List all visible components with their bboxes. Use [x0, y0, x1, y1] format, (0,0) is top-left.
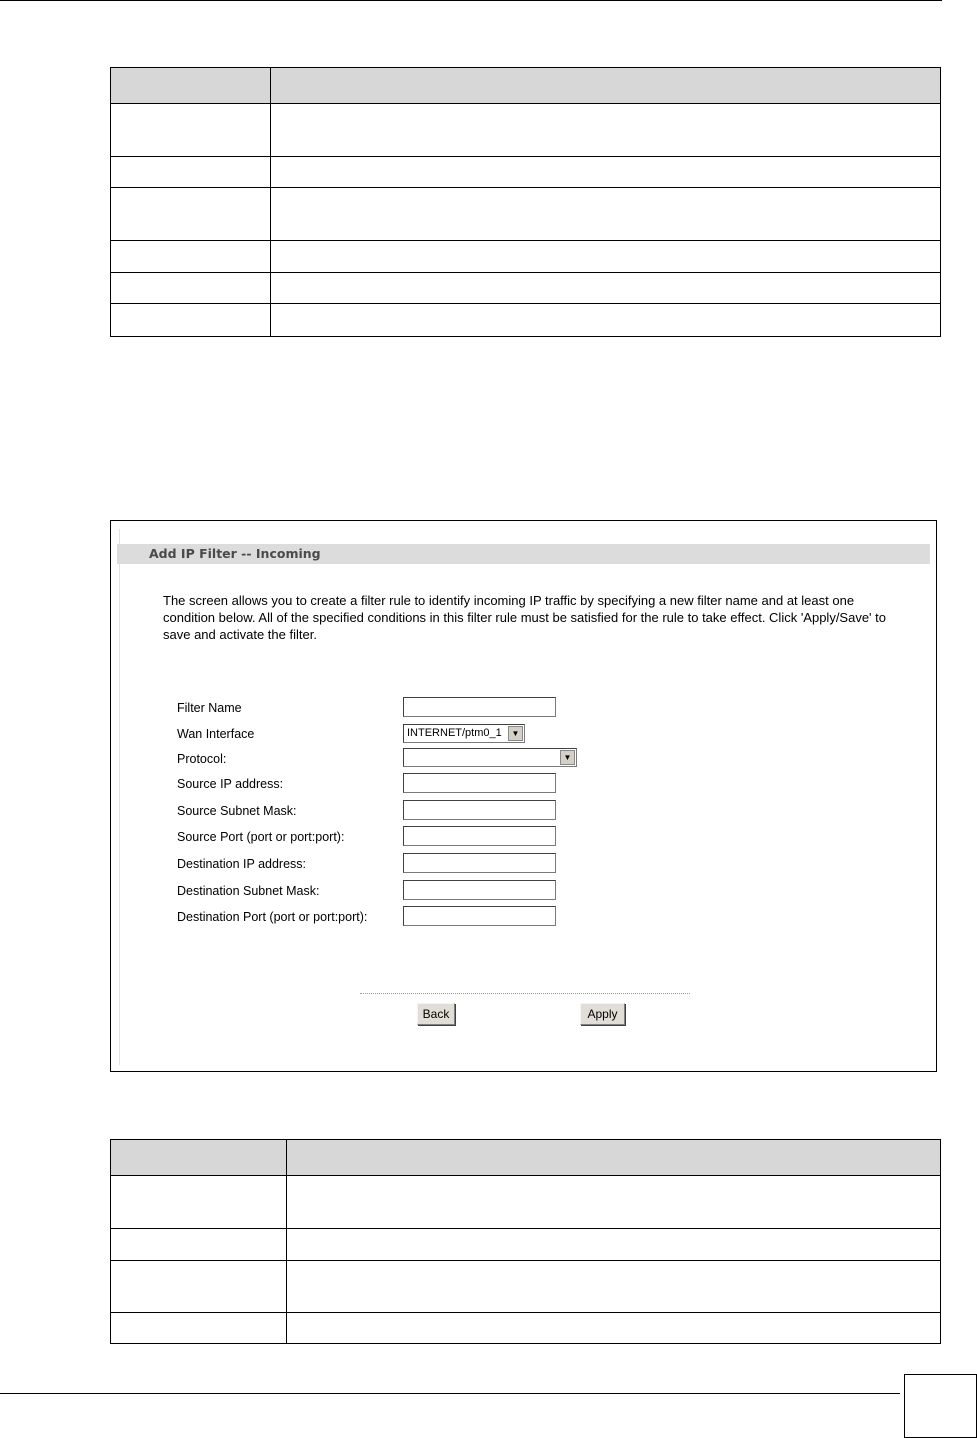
table-cell	[271, 304, 941, 337]
table-cell	[111, 1176, 287, 1229]
intro-text: The screen allows you to create a filter rule to identify incoming IP traffic by specifying a new filter name and at least one condition below. All of the specified conditions in this filter rule must be satisfied for the rule to take effect. Click 'Apply/Save' to save and activate the filter.	[163, 593, 886, 642]
description-table-bottom	[110, 1139, 941, 1344]
back-button[interactable]: Back	[417, 1003, 455, 1025]
source-port-input[interactable]	[403, 826, 556, 846]
destination-port-input[interactable]	[403, 906, 556, 926]
table-cell	[271, 188, 941, 241]
table-cell	[111, 104, 271, 157]
table-header-cell	[111, 68, 271, 104]
table-cell	[111, 1313, 287, 1344]
filter-name-input[interactable]	[403, 697, 556, 717]
destination-subnet-input[interactable]	[403, 880, 556, 900]
page-title: Add IP Filter -- Incoming	[117, 544, 930, 564]
chevron-down-icon[interactable]: ▼	[560, 750, 575, 765]
table-header-cell	[271, 68, 941, 104]
table-cell	[111, 273, 271, 304]
table-row	[111, 104, 941, 157]
table-row	[111, 273, 941, 304]
source-subnet-label: Source Subnet Mask:	[177, 804, 297, 818]
table-cell	[271, 157, 941, 188]
table-row	[111, 1229, 941, 1261]
filter-name-label: Filter Name	[177, 701, 242, 715]
table-cell	[287, 1176, 941, 1229]
table-row	[111, 1176, 941, 1229]
table-cell	[271, 273, 941, 304]
table-row	[111, 188, 941, 241]
wan-interface-select[interactable]	[403, 724, 525, 743]
table-cell	[271, 241, 941, 273]
page-number	[904, 1374, 977, 1438]
source-ip-input[interactable]	[403, 773, 556, 793]
table-header-cell	[287, 1140, 941, 1176]
table-cell	[111, 1261, 287, 1313]
source-subnet-input[interactable]	[403, 800, 556, 820]
table-cell	[287, 1261, 941, 1313]
table-row	[111, 241, 941, 273]
divider	[360, 993, 690, 994]
table-row	[111, 157, 941, 188]
table-row	[111, 304, 941, 337]
table-cell	[287, 1313, 941, 1344]
description-table-top	[110, 67, 941, 337]
table-cell	[111, 241, 271, 273]
table-cell	[111, 1229, 287, 1261]
destination-port-label: Destination Port (port or port:port):	[177, 910, 368, 924]
protocol-label: Protocol:	[177, 752, 227, 766]
protocol-select[interactable]	[403, 748, 577, 767]
table-header-row	[111, 1140, 941, 1176]
destination-ip-input[interactable]	[403, 853, 556, 873]
table-cell	[111, 304, 271, 337]
table-header-cell	[111, 1140, 287, 1176]
table-cell	[287, 1229, 941, 1261]
chevron-down-icon[interactable]: ▼	[508, 726, 523, 741]
table-header-row	[111, 68, 941, 104]
screenshot-figure	[110, 520, 937, 1072]
wan-interface-value: INTERNET/ptm0_1	[407, 727, 502, 739]
destination-ip-label: Destination IP address:	[177, 857, 307, 871]
table-row	[111, 1261, 941, 1313]
table-cell	[271, 104, 941, 157]
table-cell	[111, 188, 271, 241]
footer-rule	[0, 1393, 900, 1394]
source-port-label: Source Port (port or port:port):	[177, 830, 345, 844]
table-row	[111, 1313, 941, 1344]
header-rule	[0, 0, 942, 1]
apply-button[interactable]: Apply	[580, 1003, 625, 1025]
wan-interface-label: Wan Interface	[177, 727, 255, 741]
table-cell	[111, 157, 271, 188]
source-ip-label: Source IP address:	[177, 777, 284, 791]
destination-subnet-label: Destination Subnet Mask:	[177, 884, 320, 898]
